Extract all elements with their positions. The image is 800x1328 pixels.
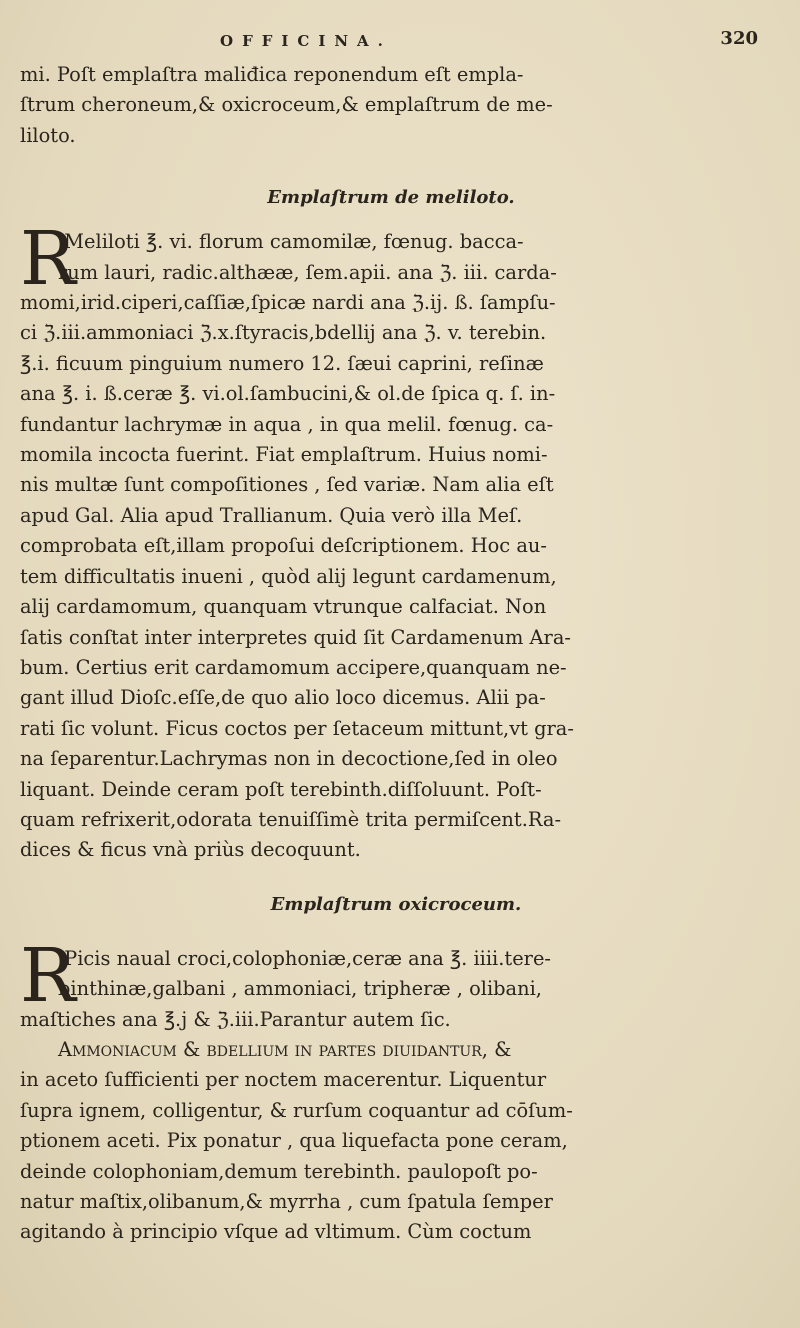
text-line: deinde colophoniam,demum terebinth. paulopoſt po- [20, 1159, 538, 1183]
page-number: 320 [720, 28, 758, 49]
drop-cap: R [20, 216, 76, 303]
text-line: fundantur lachrymæ in aqua , in qua melil. fœnug. ca- [20, 412, 554, 436]
text-line: .Meliloti ℥. vi. florum camomilæ, fœnug. bacca- [58, 230, 524, 254]
section-heading-meliloto: Emplaſtrum de meliloto. [267, 187, 515, 209]
text-line: gant illud Dioſc.eſſe,de quo alio loco dicemus. Alii pa- [20, 686, 546, 710]
text-line: comprobata eſt,illam propoſui deſcriptionem. Hoc au- [20, 534, 547, 558]
text-line: mi. Poſt emplaſtra maliđica reponendum eſt empla- [20, 63, 524, 86]
text-line: ci ℨ.iii.ammoniaci ℨ.x.ſtyracis,bdellij ana ℨ. v. terebin. [20, 321, 547, 345]
recipe-meliloto [20, 216, 762, 866]
text-line: in aceto ſufficienti per noctem macerentur. Liquentur [20, 1068, 547, 1092]
running-title: OFFICINA. [220, 32, 392, 50]
text-line: rum lauri, radic.althææ, ſem.apii. ana ℨ. iii. carda- [58, 260, 557, 284]
text-line: ℥.i. ficuum pinguium numero 12. ſæui caprini, reſinæ [20, 351, 544, 375]
text-line: ptionem aceti. Pix ponatur , qua liquefacta pone ceram, [20, 1129, 568, 1153]
running-head [20, 26, 762, 60]
text-line: apud Gal. Alia apud Trallianum. Quia verò illa Meſ. [20, 503, 523, 527]
text-line: Ammoniacum & bdellium in partes diuidantur, & [58, 1037, 512, 1061]
text-line: momila incocta fuerint. Fiat emplaſtrum. Huius nomi- [20, 443, 548, 467]
text-line: maſtiches ana ℥.j & ℨ.iii.Parantur autem ſic. [20, 1007, 451, 1031]
text-line: tem difficultatis inueni , quòd alij legunt cardamenum, [20, 564, 557, 588]
text-line: agitando à principio vſque ad vltimum. Cùm coctum [20, 1220, 532, 1244]
text-line: binthinæ,galbani , ammoniaci, tripheræ , olibani, [58, 977, 542, 1001]
text-line: .Picis naual croci,colophoniæ,ceræ ana ℥. iiii.tere- [58, 946, 551, 970]
text-line: ſatis conſtat inter interpretes quid ſit Cardamenum Ara- [20, 625, 571, 649]
text-line: ſupra ignem, colligentur, & rurſum coquantur ad cōſum- [20, 1098, 573, 1122]
text-line: nis multæ ſunt compoſitiones , ſed variæ. Nam alia eſt [20, 473, 554, 497]
text-line: quam refrixerit,odorata tenuiſſimè trita permiſcent.Ra- [20, 807, 562, 831]
text-line: liquant. Deinde ceram poſt terebinth.diſſoluunt. Poſt- [20, 777, 542, 801]
text-line: liloto. [20, 123, 76, 147]
text-line: na ſeparentur.Lachrymas non in decoctione,ſed in oleo [20, 747, 558, 771]
text-line: ana ℥. i. ß.ceræ ℥. vi.ol.ſambucini,& ol.de ſpica q. ſ. in- [20, 382, 556, 406]
text-line: alij cardamomum, quanquam vtrunque calfaciat. Non [20, 595, 547, 619]
text-line: rati ſic volunt. Ficus coctos per ſetaceum mittunt,vt gra- [20, 716, 574, 740]
section-heading-oxicroceum: Emplaſtrum oxicroceum. [270, 893, 522, 915]
text-block [20, 60, 762, 1248]
text-line: ſtrum cheroneum,& oxicroceum,& emplaſtrum de me- [20, 93, 553, 117]
text-line: natur maſtix,olibanum,& myrrha , cum ſpatula ſemper [20, 1190, 553, 1213]
text-line: momi,irid.ciperi,caſſiæ,ſpicæ nardi ana ℨ.ij. ß. ſampſu- [20, 291, 556, 315]
drop-cap: R [20, 932, 76, 1019]
text-line: bum. Certius erit cardamomum accipere,quanquam ne- [20, 655, 567, 679]
recipe-oxicroceum [20, 932, 762, 1248]
text-line: dices & ficus vnà priùs decoquunt. [20, 838, 361, 862]
